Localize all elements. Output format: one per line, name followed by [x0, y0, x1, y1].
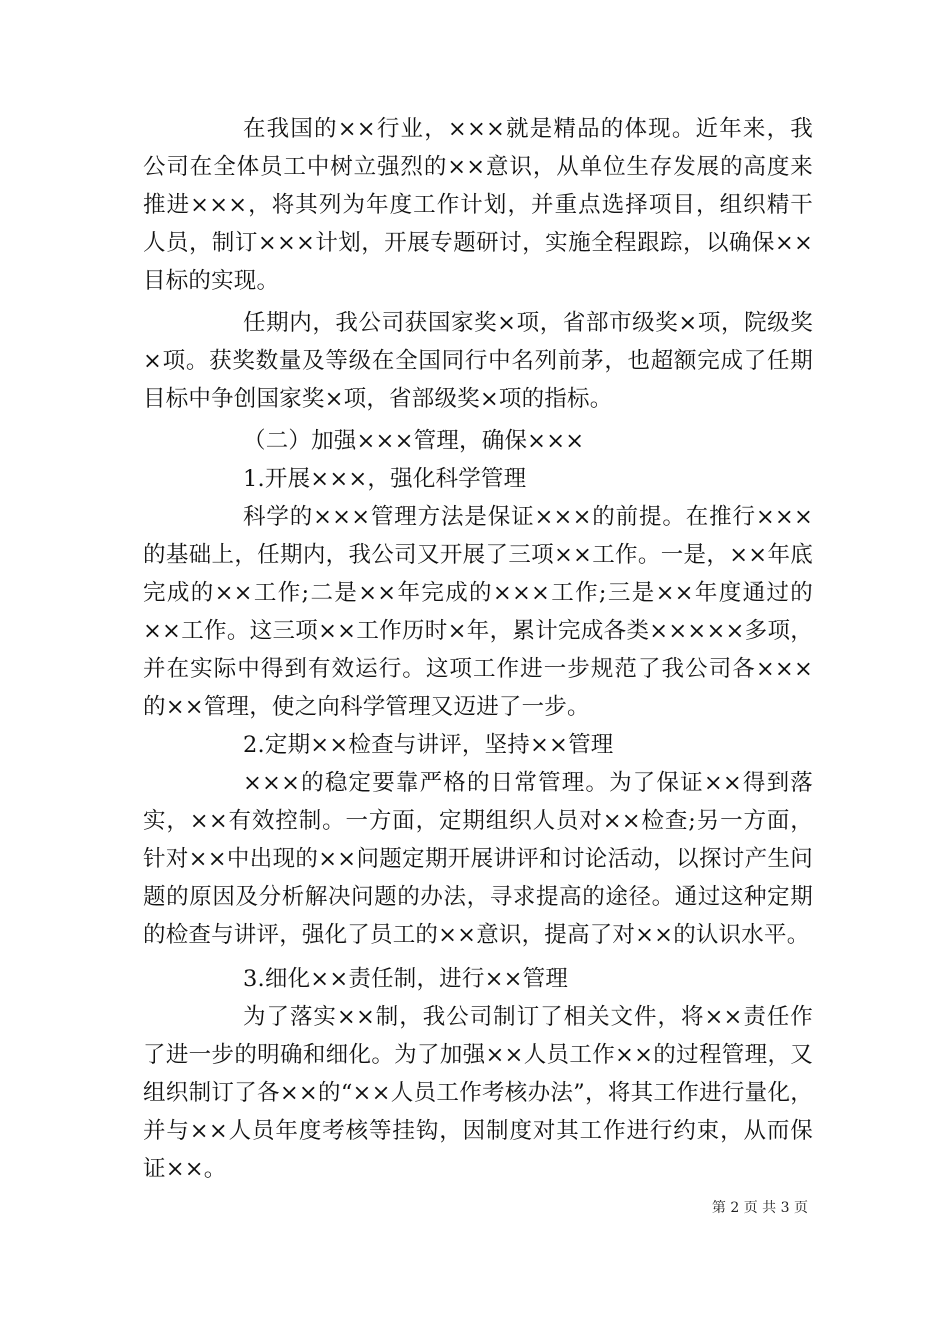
subsection-3-heading: 3.细化××责任制，进行××管理 — [243, 966, 569, 992]
document-body — [143, 110, 813, 1188]
section-heading: （二）加强×××管理，确保××× — [243, 428, 585, 454]
subsection-1-heading: 1.开展×××，强化科学管理 — [243, 466, 527, 492]
page-number-footer: 第 2 页 共 3 页 — [711, 1200, 808, 1216]
subsection-3-body: 为了落实××制，我公司制订了相关文件，将××责任作了进一步的明确和细化。为了加强××人员工作××的过程管理，又组织制订了各××的“××人员工作考核办法”，将其工作进行量化，并与××人员年度考核等挂钩，因制度对其工作进行约束，从而保证××。 — [143, 1004, 813, 1182]
subsection-2-body: ×××的稳定要靠严格的日常管理。为了保证××得到落实，××有效控制。一方面，定期组织人员对××检查;另一方面，针对××中出现的××问题定期开展讲评和讨论活动，以探讨产生问题的原因及分析解决问题的办法，寻求提高的途径。通过这种定期的检查与讲评，强化了员工的××意识，提高了对××的认识水平。 — [143, 770, 813, 948]
paragraph-quality-intro: 在我国的××行业，×××就是精品的体现。近年来，我公司在全体员工中树立强烈的××意识，从单位生存发展的高度来推进×××，将其列为年度工作计划，并重点选择项目，组织精干人员，制订×××计划，开展专题研讨，实施全程跟踪，以确保××目标的实现。 — [143, 116, 813, 294]
paragraph-awards: 任期内，我公司获国家奖×项，省部市级奖×项，院级奖×项。获奖数量及等级在全国同行中名列前茅，也超额完成了任期目标中争创国家奖×项，省部级奖×项的指标。 — [143, 310, 813, 412]
subsection-2-heading: 2.定期××检查与讲评，坚持××管理 — [243, 732, 614, 758]
subsection-1-body: 科学的×××管理方法是保证×××的前提。在推行×××的基础上，任期内，我公司又开展了三项××工作。一是，××年底完成的××工作;二是××年完成的×××工作;三是××年度通过的××工作。这三项××工作历时×年，累计完成各类×××××多项，并在实际中得到有效运行。这项工作进一步规范了我公司各×××的××管理，使之向科学管理又迈进了一步。 — [143, 504, 813, 720]
